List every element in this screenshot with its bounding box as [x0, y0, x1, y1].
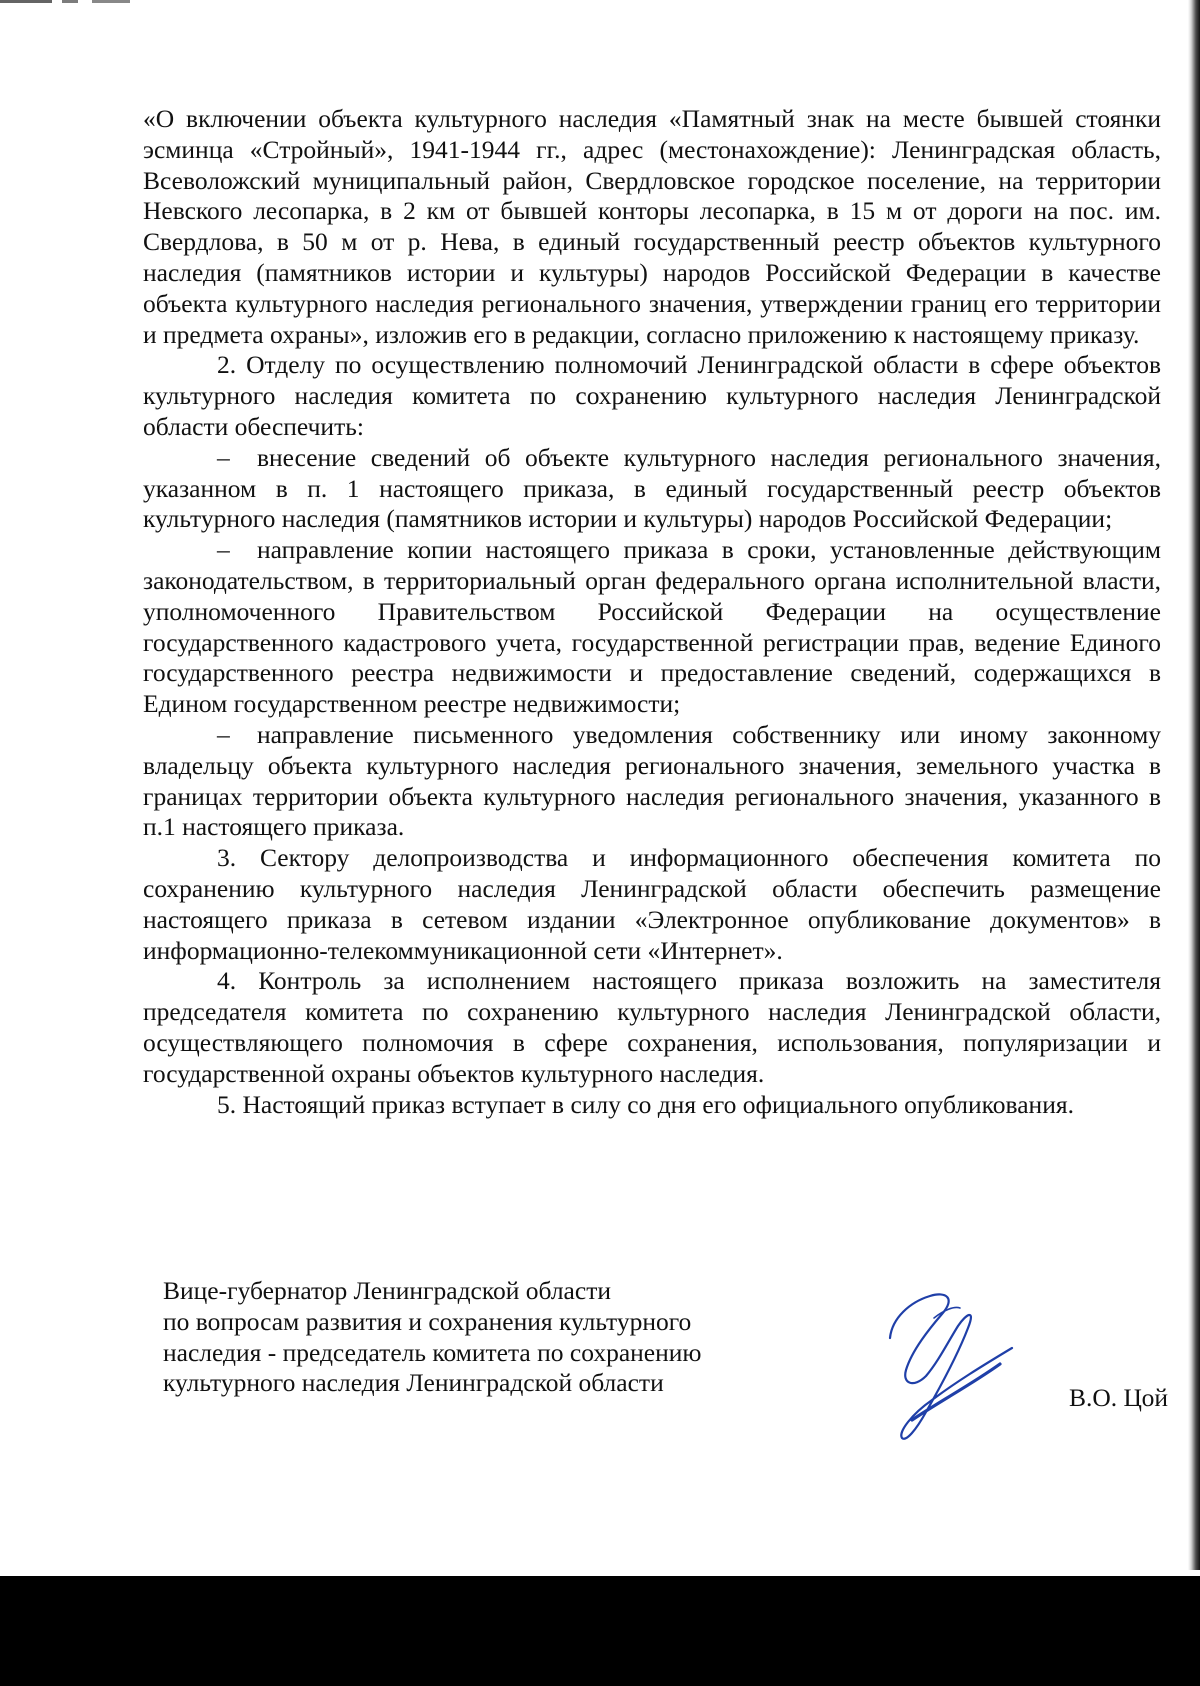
item-2-subitem-3	[143, 720, 1161, 843]
position-line: культурного наследия Ленинградской области	[163, 1368, 664, 1398]
signatory-position	[163, 1276, 701, 1399]
signature-stroke	[912, 1364, 1000, 1420]
handwritten-signature	[872, 1288, 1022, 1448]
dash-marker: –	[217, 442, 230, 472]
signature-stroke	[934, 1307, 960, 1318]
subitem-text: направление копии настоящего приказа в сроки, установленные действующим законодательством, в территориальный орган федерального органа исполнительной власти, уполномоченного Правительством Российской Федерации на осуществление государственного кадастрового учета, государственной регистрации прав, ведение Единого государственного реестра недвижимости и предоставление сведений, содержащихся в Едином государственном реестре недвижимости;	[143, 535, 1161, 719]
position-line: Вице-губернатор Ленинградской области	[163, 1276, 611, 1305]
item-2-subitem-2	[143, 535, 1161, 720]
subitem-text: внесение сведений об объекте культурного наследия регионального значения, указанном в п. 1 настоящего приказа, в единый государственный реестр объектов культурного наследия (памятников истории и культуры) народов Российской Федерации;	[143, 442, 1161, 534]
position-line: наследия - председатель комитета по сохранению	[163, 1337, 702, 1367]
document-body	[143, 104, 1161, 1120]
position-line: по вопросам развития и сохранения культурного	[163, 1306, 692, 1336]
dash-marker: –	[217, 719, 230, 749]
scan-edge-mark	[0, 0, 130, 3]
item-3-paragraph: 3. Сектору делопроизводства и информационного обеспечения комитета по сохранению культурного наследия Ленинградской области обеспечить размещение настоящего приказа в сетевом издании «Электронное опубликование документов» в информационно-телекоммуникационной сети «Интернет».	[143, 843, 1161, 965]
signer-name: В.О. Цой	[1068, 1383, 1168, 1412]
item-5-paragraph: 5. Настоящий приказ вступает в силу со дня его официального опубликования.	[217, 1089, 1074, 1119]
item-2-subitem-1	[143, 443, 1161, 535]
item-4-paragraph: 4. Контроль за исполнением настоящего приказа возложить на заместителя председателя комитета по сохранению культурного наследия Ленинградской области, осуществляющего полномочия в сфере сохранения, использования, популяризации и государственной охраны объектов культурного наследия.	[143, 966, 1161, 1088]
dash-marker: –	[217, 535, 230, 565]
continued-paragraph: «О включении объекта культурного наследия «Памятный знак на месте бывшей стоянки эсминца «Стройный», 1941-1944 гг., адрес (местонахождение): Ленинградская область, Всеволожский муниципальный район, Свердловское городское поселение, на территории Невского лесопарка, в 2 км от бывшей конторы лесопарка, в 15 м от дороги на пос. им. Свердлова, в 50 м от р. Нева, в единый государственный реестр объектов культурного наследия (памятников истории и культуры) народов Российской Федерации в качестве объекта культурного наследия регионального значения, утверждении границ его территории и предмета охраны», изложив его в редакции, согласно приложению к настоящему приказу.	[143, 104, 1161, 349]
scan-right-edge-shadow	[1188, 0, 1200, 1570]
scan-bottom-band	[0, 1576, 1200, 1686]
subitem-text: направление письменного уведомления собственнику или иному законному владельцу объекта культурного наследия регионального значения, земельного участка в границах территории объекта культурного наследия регионального значения, указанного в п.1 настоящего приказа.	[143, 719, 1161, 842]
item-2-paragraph: 2. Отделу по осуществлению полномочий Ленинградской области в сфере объектов культурного наследия комитета по сохранению культурного наследия Ленинградской области обеспечить:	[143, 350, 1161, 441]
